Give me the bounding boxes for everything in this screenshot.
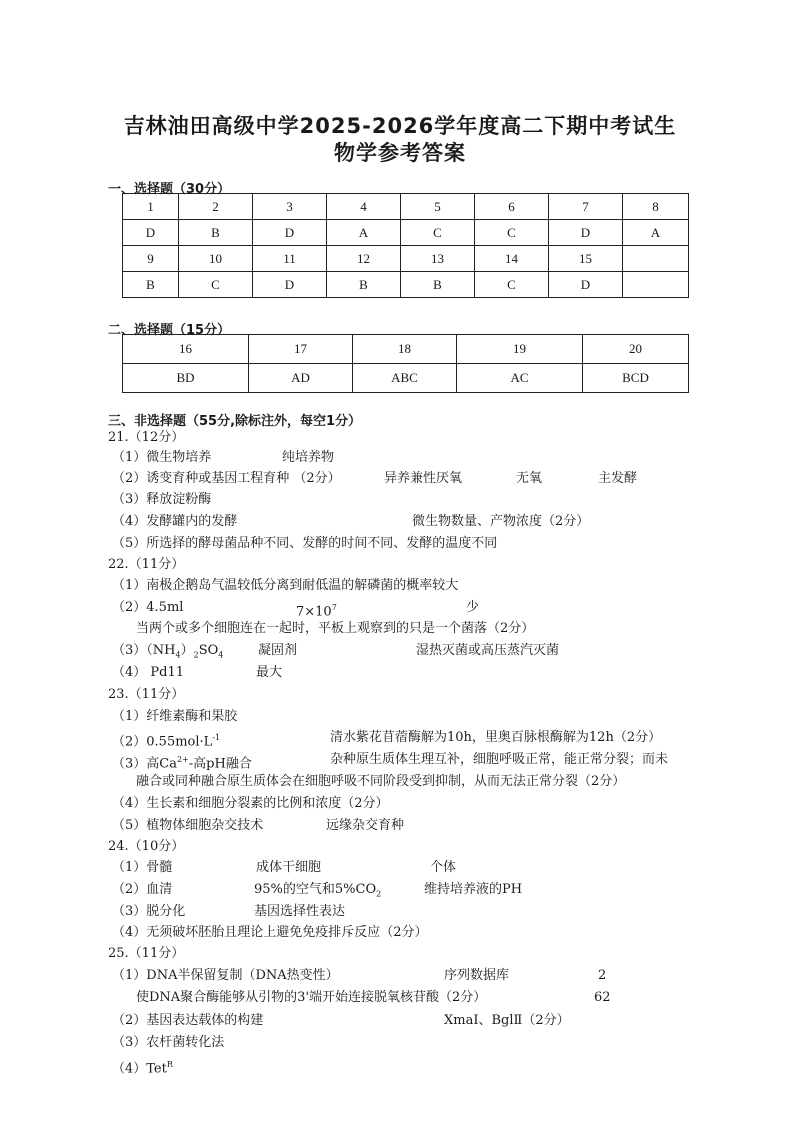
table-cell: 10 [179,246,253,272]
q22-2a: （2）4.5ml [112,600,184,615]
table-cell: 18 [353,335,457,364]
table-cell: 20 [583,335,689,364]
table-cell [623,246,689,272]
q25-2b: XmaⅠ、BglⅡ（2分） [444,1013,570,1028]
q23-heading: 23.（11分） [108,687,185,702]
table-row [123,194,689,220]
q22-2d: 当两个或多个细胞连在一起时，平板上观察到的只是一个菌落（2分） [136,621,535,636]
table-cell: 4 [327,194,401,220]
q22-4a: （4） Pd11 [112,665,185,680]
q21-heading: 21.（12分） [108,430,185,445]
table-row [123,335,689,364]
table-cell: ABC [353,364,457,393]
table-cell: 17 [249,335,353,364]
q23-5a: （5）植物体细胞杂交技术 [112,818,264,833]
table-cell: 11 [253,246,327,272]
table-row [123,246,689,272]
q22-2b: $7\times 10^7$ [296,603,337,620]
q25-1c: 2 [598,968,607,983]
doc-title-line1: 吉林油田高级中学2025-2026学年度高二下期中考试生 [123,114,677,138]
q21-2a: （2）诱变育种或基因工程育种 （2分） [112,471,341,486]
q24-2b: 95%的空气和$5\%CO_2$ [254,882,382,899]
q22-2c: 少 [466,600,480,615]
table-cell: D [549,272,623,298]
table-cell: AD [249,364,353,393]
table-cell: 9 [123,246,179,272]
q24-2c: 维持培养液的PH [424,882,523,897]
q21-5: （5）所选择的酵母菌品种不同、发酵的时间不同、发酵的温度不同 [112,536,498,551]
q25-3: （3）农杆菌转化法 [112,1035,225,1050]
q21-2c: 无氧 [516,471,543,486]
q25-1d: 使DNA聚合酶能够从引物的3'端开始连接脱氧核苷酸（2分） [136,990,487,1005]
table-row [123,272,689,298]
q22-3c: 湿热灭菌或高压蒸汽灭菌 [416,643,560,658]
q21-2b: 异养兼性厌氧 [384,471,463,486]
q23-3a: （3）高$Ca^{2+}-$高pH融合 [112,755,252,772]
section1-heading: 一、选择题（30分） [108,182,231,197]
q24-1c: 个体 [430,860,457,875]
q21-4a: （4）发酵罐内的发酵 [112,514,238,529]
table-cell: B [327,272,401,298]
table-cell: 19 [457,335,583,364]
q24-heading: 24.（10分） [108,839,185,854]
table-cell: B [179,220,253,246]
q23-5b: 远缘杂交育种 [326,818,405,833]
q25-1a: （1）DNA半保留复制（DNA热变性） [112,968,339,983]
table-cell: 12 [327,246,401,272]
table-row [123,220,689,246]
table-row [123,364,689,393]
table-cell [623,272,689,298]
q21-2d: 主发酵 [598,471,638,486]
table-cell: BD [123,364,249,393]
q23-3b: 杂种原生质体生理互补，细胞呼吸正常，能正常分裂；而未 [330,752,669,767]
table-cell: A [623,220,689,246]
q21-1a: （1）微生物培养 [112,450,212,465]
q22-1: （1）南极企鹅岛气温较低分离到耐低温的解磷菌的概率较大 [112,578,459,593]
q21-4b: 微生物数量、产物浓度（2分） [412,514,590,529]
table-cell: 7 [549,194,623,220]
table-cell: 16 [123,335,249,364]
table-cell: A [327,220,401,246]
q24-2a: （2）血清 [112,882,173,897]
table-cell: 6 [475,194,549,220]
answer-table-1 [122,193,689,298]
table-cell: B [401,272,475,298]
q22-heading: 22.（11分） [108,557,185,572]
table-cell: 14 [475,246,549,272]
table-cell: BCD [583,364,689,393]
table-cell: 13 [401,246,475,272]
table-cell: C [475,272,549,298]
q23-2a: $(2)0.55mol\cdot L^{-1}$ [112,733,221,750]
q25-4: （4）Tet$^R$ [112,1060,173,1077]
table-cell: D [123,220,179,246]
section2-heading: 二、选择题（15分） [108,323,231,338]
q22-3b: 凝固剂 [258,643,298,658]
q23-1: （1）纤维素酶和果胶 [112,709,238,724]
table-cell: C [179,272,253,298]
q22-4b: 最大 [256,665,283,680]
table-cell: 3 [253,194,327,220]
q24-1a: （1）骨髓 [112,860,173,875]
table-cell: AC [457,364,583,393]
doc-title-line2: 物学参考答案 [334,141,466,165]
q23-2b: 清水紫花苜蓿酶解为10h，里奥百脉根酶解为12h（2分） [330,730,662,745]
q21-1b: 纯培养物 [282,450,335,465]
table-cell: B [123,272,179,298]
q25-2a: （2）基因表达载体的构建 [112,1013,264,1028]
table-cell: 1 [123,194,179,220]
answer-table-2 [122,334,689,393]
q24-4: （4）无须破坏胚胎且理论上避免免疫排斥反应（2分） [112,925,428,940]
table-cell: D [253,220,327,246]
table-cell: D [253,272,327,298]
q24-1b: 成体干细胞 [256,860,322,875]
q23-4: （4）生长素和细胞分裂素的比例和浓度（2分） [112,796,389,811]
q24-3b: 基因选择性表达 [254,904,346,919]
table-cell: C [475,220,549,246]
section3-heading: 三、非选择题（55分,除标注外，每空1分） [108,414,362,429]
q25-1e: 62 [594,990,611,1005]
table-cell: 15 [549,246,623,272]
table-cell: 5 [401,194,475,220]
q22-3a: $(3)(NH_4)_2SO_4$ [112,643,224,660]
table-cell: 2 [179,194,253,220]
q24-3a: （3）脱分化 [112,904,186,919]
q25-1b: 序列数据库 [444,968,510,983]
table-cell: 8 [623,194,689,220]
q25-heading: 25.（11分） [108,946,185,961]
q21-3: （3）释放淀粉酶 [112,492,212,507]
table-cell: C [401,220,475,246]
table-cell: D [549,220,623,246]
q23-3c: 融合或同种融合原生质体会在细胞呼吸不同阶段受到抑制，从而无法正常分裂（2分） [136,774,626,789]
